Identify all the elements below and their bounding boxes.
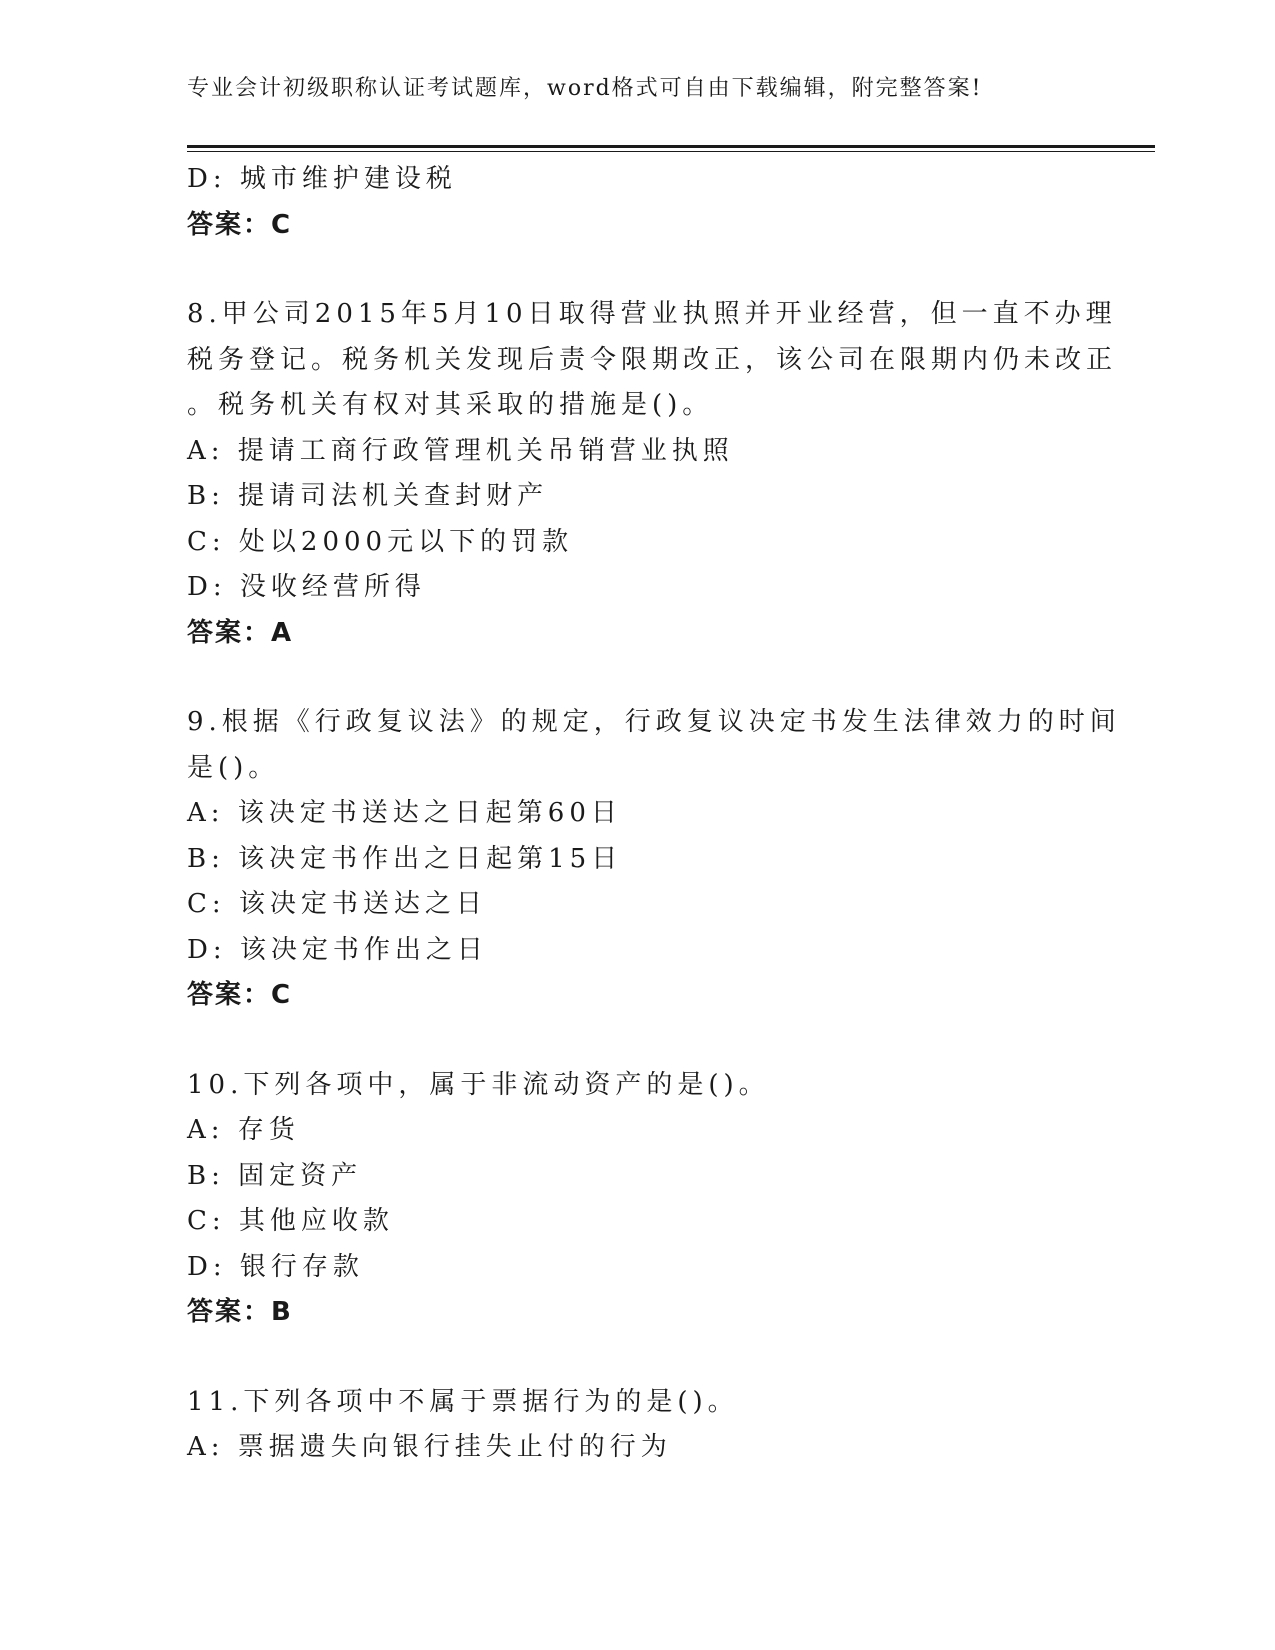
answer-line: 答案：C <box>187 209 293 240</box>
answer-line: 答案：C <box>187 980 293 1010</box>
option-b: B: 该决定书作出之日起第15日 <box>187 843 623 874</box>
option-d: D: 城市维护建设税 <box>187 164 457 194</box>
page-header: 专业会计初级职称认证考试题库，word格式可自由下载编辑，附完整答案! <box>187 76 983 101</box>
option-d: D: 没收经营所得 <box>187 572 426 602</box>
question-gap <box>187 1336 1067 1380</box>
question-stem: 8.甲公司2015年5月10日取得营业执照并开业经营，但一直不办理 <box>187 299 1117 329</box>
option-a: A: 存货 <box>187 1115 300 1145</box>
question-gap <box>187 1019 1067 1063</box>
option-d: D: 该决定书作出之日 <box>187 934 488 965</box>
question-list <box>187 157 1121 1471</box>
header-rule-thin <box>187 151 1155 152</box>
question-block <box>187 292 1118 656</box>
option-b: B: 固定资产 <box>187 1160 363 1191</box>
question-stem: 9.根据《行政复议法》的规定，行政复议决定书发生法律效力的时间 <box>187 707 1121 737</box>
option-a: A: 该决定书送达之日起第60日 <box>187 798 622 828</box>
option-a: A: 票据遗失向银行挂失止付的行为 <box>187 1432 672 1462</box>
question-stem: 税务登记。税务机关发现后责令限期改正，该公司在限期内仍未改正 <box>187 344 1118 375</box>
question-stem: 是()。 <box>187 752 280 783</box>
option-c: C: 其他应收款 <box>187 1206 394 1236</box>
question-gap <box>187 656 1067 700</box>
option-b: B: 提请司法机关查封财产 <box>187 481 549 511</box>
question-gap <box>187 248 1067 292</box>
question-block <box>187 1380 1067 1471</box>
option-c: C: 该决定书送达之日 <box>187 889 487 919</box>
answer-line: 答案：B <box>187 1297 293 1327</box>
question-stem: 11.下列各项中不属于票据行为的是()。 <box>187 1386 739 1417</box>
option-d: D: 银行存款 <box>187 1251 364 1282</box>
question-stem: 。税务机关有权对其采取的措施是()。 <box>187 390 714 420</box>
option-a: A: 提请工商行政管理机关吊销营业执照 <box>187 435 734 466</box>
option-c: C: 处以2000元以下的罚款 <box>187 526 574 557</box>
question-block <box>187 1063 1067 1336</box>
question-block <box>187 700 1121 1019</box>
answer-line: 答案：A <box>187 617 294 648</box>
question-stem: 10.下列各项中，属于非流动资产的是()。 <box>187 1069 770 1100</box>
header-rule-thick <box>187 145 1155 148</box>
